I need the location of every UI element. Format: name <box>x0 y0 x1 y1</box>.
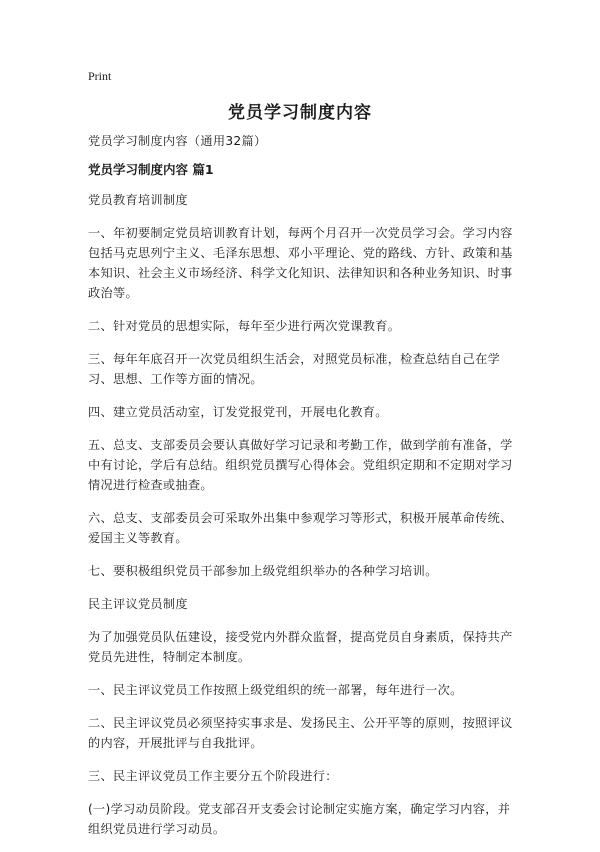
paragraph: 六、总支、支部委员会可采取外出集中参观学习等形式，积极开展革命传统、爱国主义等教育。 <box>88 511 513 545</box>
paragraph: 一、民主评议党员工作按照上级党组织的统一部署，每年进行一次。 <box>88 683 463 697</box>
paragraph: 五、总支、支部委员会要认真做好学习记录和考勤工作，做到学前有准备，学中有讨论，学后有总结。组织党员撰写心得体会。党组织定期和不定期对学习情况进行检查或抽查。 <box>88 438 513 492</box>
print-link[interactable]: Print <box>88 69 112 83</box>
page-title: 党员学习制度内容 <box>228 103 372 123</box>
paragraph: 民主评议党员制度 <box>88 597 188 611</box>
paragraph: 一、年初要制定党员培训教育计划，每两个月召开一次党员学习会。学习内容包括马克思列宁主义、毛泽东思想、邓小平理论、党的路线、方针、政策和基本知识、社会主义市场经济、科学文化知识、法律知识和各种业务知识、时事政治等。 <box>88 226 513 300</box>
paragraph: 七、要积极组织党员干部参加上级党组织举办的各种学习培训。 <box>88 564 438 578</box>
section-heading: 党员学习制度内容 篇1 <box>88 162 214 177</box>
paragraph: 二、民主评议党员必须坚持实事求是、发扬民主、公开平等的原则，按照评议的内容，开展批评与自我批评。 <box>88 716 513 750</box>
paragraph: 三、民主评议党员工作主要分五个阶段进行： <box>88 769 338 783</box>
paragraph: 四、建立党员活动室，订发党报党刊，开展电化教育。 <box>88 405 388 419</box>
paragraph: (一)学习动员阶段。党支部召开支委会讨论制定实施方案，确定学习内容，并组织党员进行学习动员。 <box>88 802 511 836</box>
document-body <box>88 131 516 852</box>
paragraph: 党员教育培训制度 <box>88 193 188 207</box>
paragraph: 为了加强党员队伍建设，接受党内外群众监督，提高党员自身素质，保持共产党员先进性，特制定本制度。 <box>88 630 513 664</box>
paragraph: 二、针对党员的思想实际，每年至少进行两次党课教育。 <box>88 319 401 333</box>
paragraph: 三、每年年底召开一次党员组织生活会，对照党员标准，检查总结自己在学习、思想、工作等方面的情况。 <box>88 352 501 386</box>
document-subtitle: 党员学习制度内容（通用32篇） <box>88 134 267 148</box>
